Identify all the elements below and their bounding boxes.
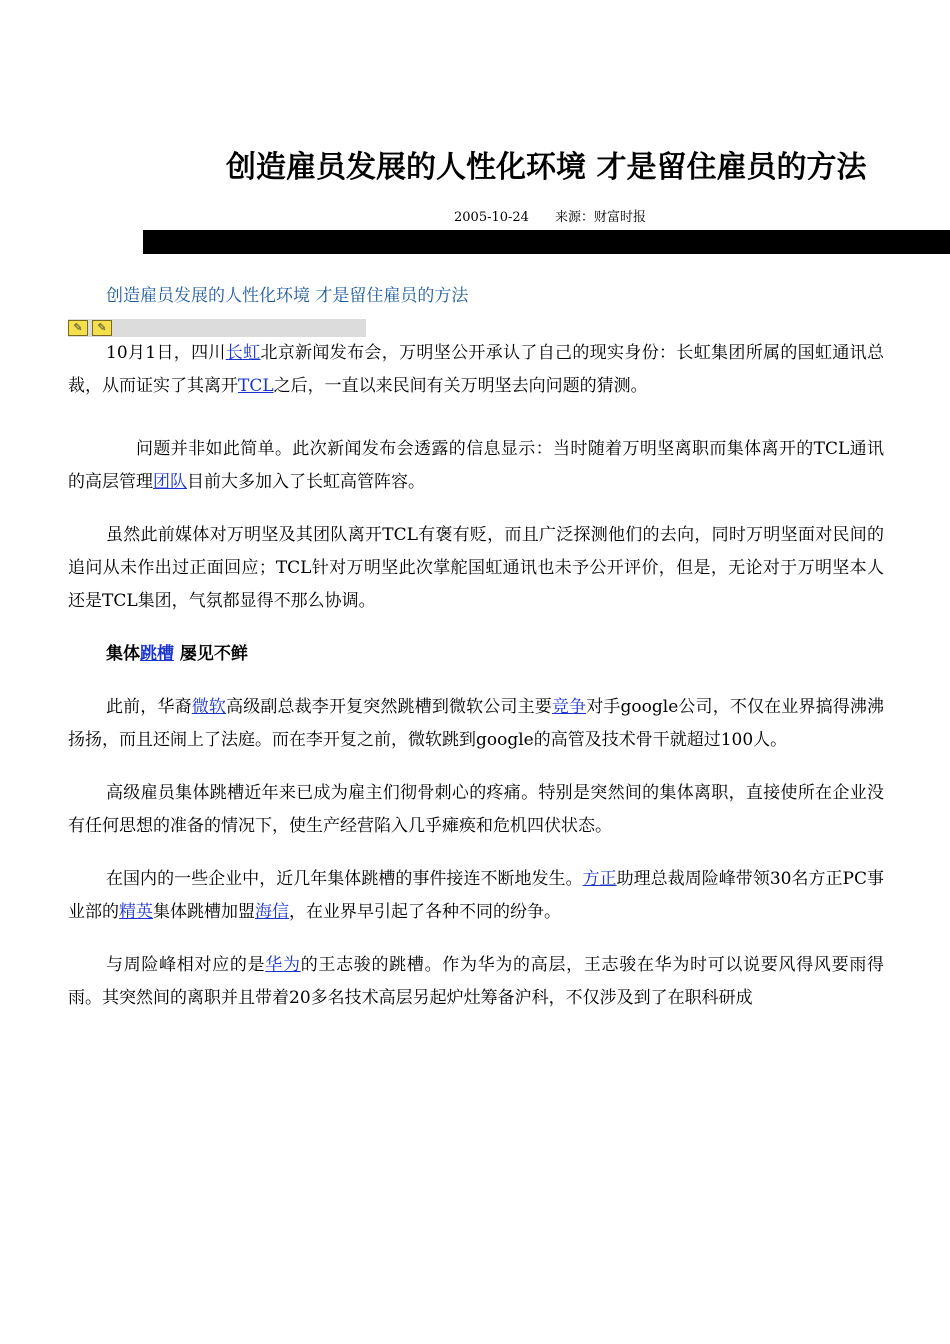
link-founder[interactable]: 方正	[582, 869, 617, 889]
icon-toolbar	[68, 319, 366, 337]
section-heading: 集体跳槽 屡见不鲜	[106, 644, 248, 664]
link-icon[interactable]: ✎	[68, 320, 88, 336]
article-body	[68, 337, 884, 1035]
paragraph-1: 10月1日，四川长虹北京新闻发布会，万明坚公开承认了自己的现实身份：长虹集团所属的国虹通讯总裁，从而证实了其离开TCL之后，一直以来民间有关万明坚去向问题的猜测。	[68, 343, 885, 396]
link-job-hopping[interactable]: 跳槽	[140, 644, 174, 664]
link-microsoft[interactable]: 微软	[191, 697, 227, 717]
link-tcl[interactable]: TCL	[238, 376, 274, 396]
paragraph-5: 高级雇员集体跳槽近年来已成为雇主们彻骨刺心的疼痛。特别是突然间的集体离职，直接使所在企业没有任何思想的准备的情况下，使生产经营陷入几乎瘫痪和危机四伏状态。	[68, 783, 884, 836]
link-huawei[interactable]: 华为	[265, 955, 301, 975]
link-team[interactable]: 团队	[153, 472, 187, 492]
article-subtitle: 创造雇员发展的人性化环境 才是留住雇员的方法	[106, 286, 469, 306]
link-icon[interactable]: ✎	[92, 320, 112, 336]
article-date: 2005-10-24	[454, 210, 529, 225]
link-changhong[interactable]: 长虹	[225, 343, 261, 363]
article-source: 来源：财富时报	[554, 210, 646, 225]
paragraph-6: 在国内的一些企业中，近几年集体跳槽的事件接连不断地发生。方正助理总裁周险峰带领30名方正PC事业部的精英集体跳槽加盟海信，在业界早引起了各种不同的纷争。	[68, 869, 885, 922]
paragraph-4: 此前，华裔微软高级副总裁李开复突然跳槽到微软公司主要竞争对手google公司，不仅在业界搞得沸沸扬扬，而且还闹上了法庭。而在李开复之前，微软跳到google的高管及技术骨干就超过100人。	[68, 697, 885, 750]
link-hisense[interactable]: 海信	[255, 902, 289, 922]
article-title: 创造雇员发展的人性化环境 才是留住雇员的方法	[226, 150, 867, 185]
link-elite[interactable]: 精英	[119, 902, 153, 922]
link-competition[interactable]: 竞争	[551, 697, 587, 717]
header-divider-bar	[143, 230, 950, 254]
paragraph-7: 与周险峰相对应的是华为的王志骏的跳槽。作为华为的高层，王志骏在华为时可以说要风得风要雨得雨。其突然间的离职并且带着20多名技术高层另起炉灶筹备沪科，不仅涉及到了在职科研成	[68, 955, 885, 1008]
paragraph-2: 问题并非如此简单。此次新闻发布会透露的信息显示：当时随着万明坚离职而集体离开的TCL通讯的高层管理团队目前大多加入了长虹高管阵容。	[68, 439, 884, 492]
article-meta	[454, 206, 646, 225]
paragraph-3: 虽然此前媒体对万明坚及其团队离开TCL有褒有贬，而且广泛探测他们的去向，同时万明坚面对民间的追问从未作出过正面回应；TCL针对万明坚此次掌舵国虹通讯也未予公开评价，但是，无论对于万明坚本人还是TCL集团，气氛都显得不那么协调。	[68, 525, 884, 611]
